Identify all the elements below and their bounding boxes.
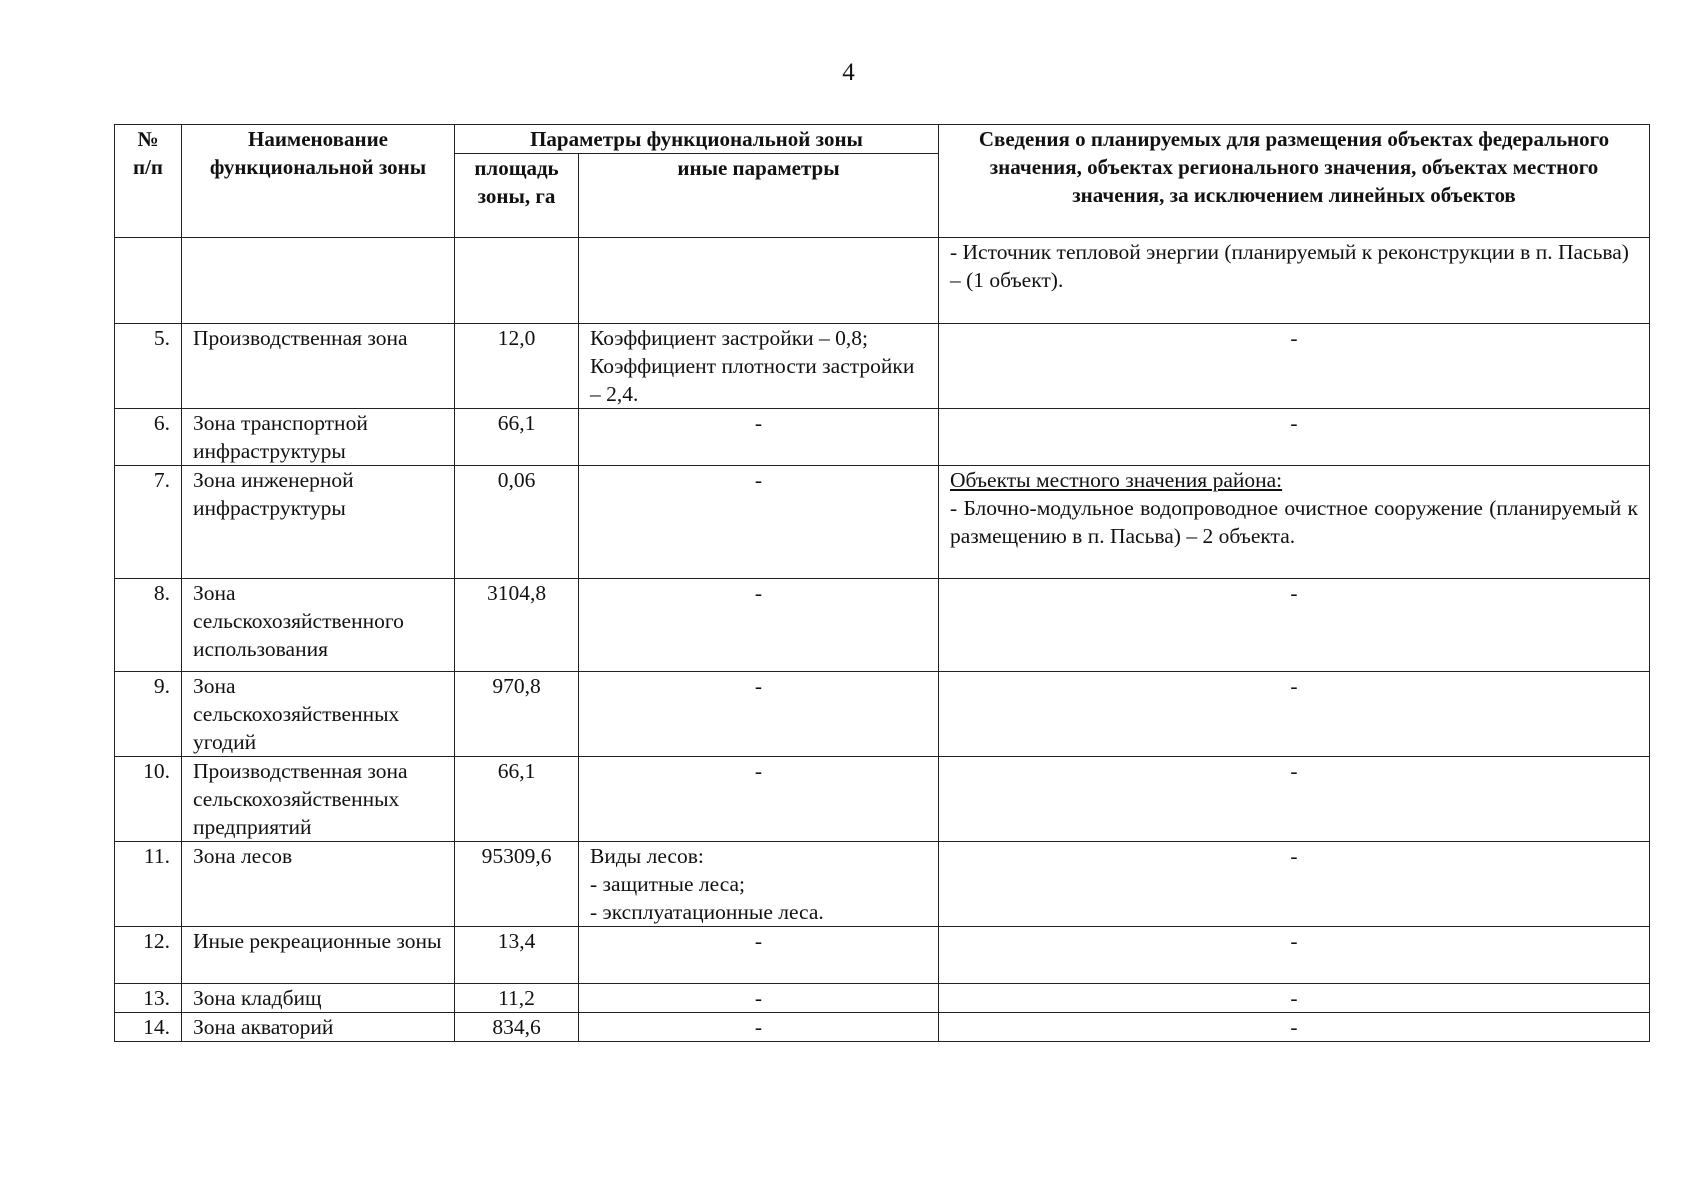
cell-name	[182, 238, 455, 324]
cell-num: 8.	[115, 579, 182, 672]
cell-name: Производственная зона сельскохозяйственных предприятий	[182, 757, 455, 842]
cell-name: Производственная зона	[182, 324, 455, 409]
table-row	[115, 324, 1650, 409]
table-row	[115, 984, 1650, 1013]
cell-name: Иные рекреационные зоны	[182, 927, 455, 984]
cell-num: 7.	[115, 466, 182, 579]
cell-other: -	[579, 579, 939, 672]
cell-num	[115, 238, 182, 324]
table-row	[115, 579, 1650, 672]
cell-other: -	[579, 466, 939, 579]
header-area: площадь зоны, га	[455, 154, 579, 238]
objects-text: - Блочно-модульное водопроводное очистное сооружение (планируемый к размещению в п. Пасьва) – 2 объекта.	[950, 496, 1638, 548]
cell-area: 11,2	[455, 984, 579, 1013]
cell-name: Зона транспортной инфраструктуры	[182, 409, 455, 466]
table-row	[115, 466, 1650, 579]
cell-name: Зона кладбищ	[182, 984, 455, 1013]
header-num: № п/п	[115, 125, 182, 238]
table-row	[115, 927, 1650, 984]
objects-heading: Объекты местного значения района:	[950, 468, 1283, 492]
cell-other: -	[579, 927, 939, 984]
cell-other: -	[579, 672, 939, 757]
cell-area: 834,6	[455, 1013, 579, 1042]
other-line: - защитные леса;	[590, 872, 746, 896]
cell-other	[579, 324, 939, 409]
other-line: Виды лесов:	[590, 844, 704, 868]
cell-num: 11.	[115, 842, 182, 927]
table-row	[115, 842, 1650, 927]
cell-objects: -	[939, 927, 1650, 984]
cell-name: Зона сельскохозяйственного использования	[182, 579, 455, 672]
cell-objects: -	[939, 409, 1650, 466]
cell-name: Зона инженерной инфраструктуры	[182, 466, 455, 579]
page-number: 4	[842, 59, 855, 86]
other-line: Коэффициент застройки – 0,8;	[590, 326, 868, 350]
cell-name: Зона сельскохозяйственных угодий	[182, 672, 455, 757]
cell-area: 970,8	[455, 672, 579, 757]
cell-objects: -	[939, 672, 1650, 757]
cell-name: Зона лесов	[182, 842, 455, 927]
cell-num: 5.	[115, 324, 182, 409]
header-other: иные параметры	[579, 154, 939, 238]
cell-area: 3104,8	[455, 579, 579, 672]
cell-other: -	[579, 409, 939, 466]
cell-area: 95309,6	[455, 842, 579, 927]
cell-objects: -	[939, 984, 1650, 1013]
cell-other	[579, 238, 939, 324]
cell-num: 12.	[115, 927, 182, 984]
cell-area: 0,06	[455, 466, 579, 579]
cell-num: 9.	[115, 672, 182, 757]
cell-other	[579, 842, 939, 927]
cell-area: 13,4	[455, 927, 579, 984]
cell-objects	[939, 466, 1650, 579]
cell-area: 66,1	[455, 409, 579, 466]
table-row	[115, 757, 1650, 842]
header-name: Наименование функциональной зоны	[182, 125, 455, 238]
table-row	[115, 1013, 1650, 1042]
cell-area: 12,0	[455, 324, 579, 409]
cell-objects: -	[939, 579, 1650, 672]
cell-name: Зона акваторий	[182, 1013, 455, 1042]
header-objects: Сведения о планируемых для размещения объектах федерального значения, объектах регионального значения, объектах местного значения, за исключением линейных объектов	[939, 125, 1650, 238]
cell-area: 66,1	[455, 757, 579, 842]
cell-num: 14.	[115, 1013, 182, 1042]
cell-objects: - Источник тепловой энергии (планируемый к реконструкции в п. Пасьва) – (1 объект).	[939, 238, 1650, 324]
cell-other: -	[579, 1013, 939, 1042]
cell-num: 10.	[115, 757, 182, 842]
table-row	[115, 672, 1650, 757]
other-line: Коэффициент плотности застройки – 2,4.	[590, 354, 915, 406]
cell-objects: -	[939, 1013, 1650, 1042]
functional-zones-table	[114, 124, 1650, 1042]
cell-objects: -	[939, 842, 1650, 927]
cell-objects: -	[939, 757, 1650, 842]
cell-area	[455, 238, 579, 324]
cell-objects: -	[939, 324, 1650, 409]
table-row	[115, 409, 1650, 466]
header-params: Параметры функциональной зоны	[455, 125, 939, 154]
cell-num: 6.	[115, 409, 182, 466]
cell-other: -	[579, 757, 939, 842]
table-row	[115, 238, 1650, 324]
table-header-row	[115, 125, 1650, 154]
cell-other: -	[579, 984, 939, 1013]
cell-num: 13.	[115, 984, 182, 1013]
other-line: - эксплуатационные леса.	[590, 900, 824, 924]
